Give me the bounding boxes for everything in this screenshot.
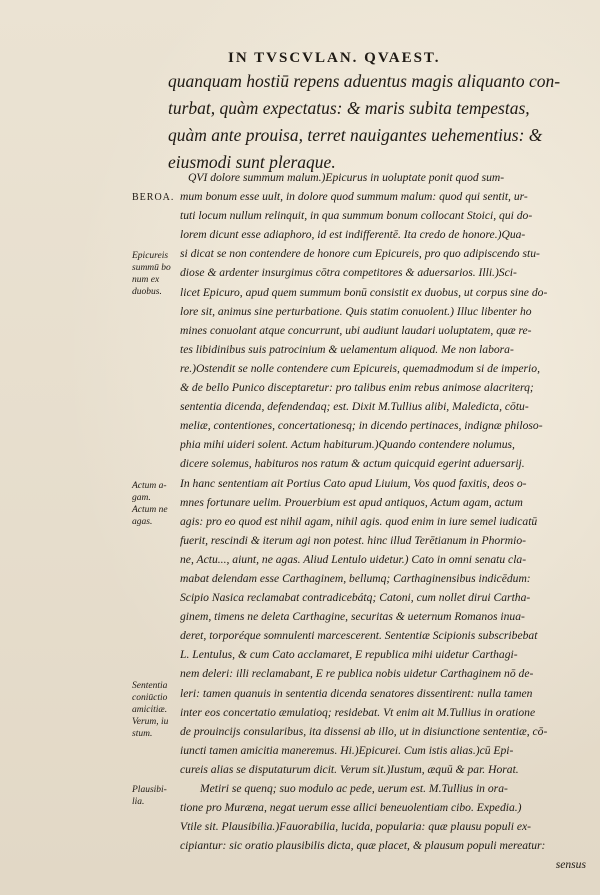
commentary-line: deret, torporéque somnulenti marcescerent. Sententiæ Scipionis subscribebat bbox=[180, 629, 538, 643]
margin-note-line: Verum, iu bbox=[132, 717, 169, 727]
commentary-line: cipiantur: sic oratio plausibilis dicta, quæ placet, & plausum populi mereatur: bbox=[180, 839, 546, 853]
commentary-line: tione pro Muræna, negat uerum esse allici beneuolentiam cibo. Expedia.) bbox=[180, 801, 522, 815]
commentary-line: meliæ, contentiones, concertationesq; in dicendo pertinaces, indignæ philoso- bbox=[180, 419, 543, 433]
margin-note-line: duobus. bbox=[132, 287, 162, 297]
commentary-line: mines conuolant atque concurrunt, ubi audiunt laudari uoluptatem, quæ re- bbox=[180, 323, 532, 337]
commentary-line: Vtile sit. Plausibilia.)Fauorabilia, lucida, popularia: quæ plausu populi ex- bbox=[180, 820, 532, 834]
running-header: IN TVSCVLAN. QVAEST. bbox=[228, 50, 441, 66]
margin-note-line: gam. bbox=[132, 493, 151, 503]
commentary-line: nem deleri: illi reclamabant, E re publica nobis uidetur Carthaginem nō de- bbox=[180, 667, 534, 681]
commentary-line: fuerit, rescindi & iterum agi non potest. hinc illud Terētianum in Phormio- bbox=[180, 533, 526, 547]
commentary-line: mnes fortunare uelim. Prouerbium est apud antiquos, Actum agam, actum bbox=[180, 495, 523, 509]
margin-note-plausibilia bbox=[132, 784, 180, 808]
commentary-line: sententia dicenda, defendendaq; est. Dixit M.Tullius alibi, Maledicta, cōtu- bbox=[180, 400, 529, 414]
margin-note-line: Actum a- bbox=[132, 481, 167, 491]
primary-line: turbat, quàm expectatus: & maris subita tempestas, bbox=[168, 98, 530, 118]
commentary-line: lore sit, animus sine perturbatione. Quis statim conuolent.) Illuc libenter ho bbox=[180, 304, 532, 318]
primary-line: quàm ante prouisa, terret nauigantes uehementius: & bbox=[168, 125, 543, 145]
commentary-line: Metiri se quenq; suo modulo ac pede, uerum est. M.Tullius in ora- bbox=[200, 782, 508, 795]
commentary-line: agis: pro eo quod est nihil agam, nihil agis. quod enim in iure semel iudicatū bbox=[180, 514, 538, 528]
margin-note-sententia bbox=[132, 680, 180, 740]
margin-note-line: Plausibi- bbox=[132, 785, 167, 795]
commentary-line: L. Lentulus, & cum Cato acclamaret, E republica mihi uidetur Carthagi- bbox=[180, 648, 518, 662]
commentary-line: re.)Ostendit se nolle contendere cum Epicureis, quemadmodum si de imperio, bbox=[180, 361, 540, 375]
margin-note-line: Sententia bbox=[132, 681, 168, 691]
primary-line: eiusmodi sunt pleraque. bbox=[168, 152, 336, 172]
commentary-line: ginem, timens ne deleta Carthagine, securitas & ueternum Romanos inua- bbox=[180, 610, 525, 624]
margin-note-line: Actum ne bbox=[132, 505, 168, 515]
margin-note-line: stum. bbox=[132, 729, 153, 739]
commentary-line: leri: tamen quanuis in sententia dicenda senatores dissentirent: nulla tamen bbox=[180, 686, 533, 700]
commentary-block bbox=[180, 168, 586, 874]
primary-text-block bbox=[168, 68, 588, 176]
margin-note-line: agas. bbox=[132, 517, 153, 527]
margin-note-line: BEROA. bbox=[132, 192, 175, 203]
commentary-line: tes libidinibus suis patrocinium & uelamentum aliquod. Me non labora- bbox=[180, 342, 514, 356]
margin-note-actum bbox=[132, 480, 180, 528]
margin-note-line: amicitiæ. bbox=[132, 705, 168, 715]
commentary-line: Scipio Nasica reclamabat contradicebátq; Catoni, cum nollet dirui Cartha- bbox=[180, 591, 531, 605]
commentary-line: phia mihi uideri solent. Actum habiturum.)Quando contendere nolumus, bbox=[180, 438, 515, 452]
commentary-line: si dicat se non contendere de honore cum Epicureis, pro quo adipiscendo stu- bbox=[180, 247, 540, 261]
margin-note-beroa bbox=[132, 192, 180, 204]
commentary-line: tuti locum nullum relinquit, in qua summum bonum collocant Stoici, qui do- bbox=[180, 209, 533, 223]
commentary-line: In hanc sententiam ait Portius Cato apud Liuium, Vos quod faxitis, deos o- bbox=[180, 476, 527, 490]
commentary-line: mabat delendam esse Carthaginem, bellumq; Carthaginensibus indicēdum: bbox=[180, 571, 531, 585]
commentary-line: iuncti tamen amicitia maneremus. Hi.)Epicurei. Cum istis alias.)cū Epi- bbox=[180, 743, 514, 757]
margin-note-line: Epicureis bbox=[132, 251, 169, 261]
margin-note-line: lia. bbox=[132, 797, 145, 807]
margin-note-line: summū bo bbox=[132, 263, 171, 273]
margin-note-line: num ex bbox=[132, 275, 160, 285]
commentary-line: dicere solemus, habituros nos ratum & actum quicquid egerint aduersarij. bbox=[180, 457, 525, 471]
commentary-line: de prouincijs consularibus, ita dissensi ab illo, ut in disiunctione sententiæ, cō- bbox=[180, 724, 548, 738]
catchword: sensus bbox=[555, 858, 586, 872]
commentary-line: licet Epicuro, apud quem summum bonū consistit ex duobus, ut corpus sine do- bbox=[180, 285, 548, 299]
margin-note-epicureis bbox=[132, 250, 180, 298]
margin-note-line: coniūctio bbox=[132, 693, 168, 703]
commentary-line: & de bello Punico disceptaretur: pro talibus enim rebus animose alacriterq; bbox=[180, 381, 534, 395]
commentary-line: lorem dicunt esse adiaphoro, id est indifferentē. Ita credo de honore.)Qua- bbox=[180, 228, 526, 242]
commentary-line: diose & ardenter insurgimus cōtra competitores & aduersarios. Illi.)Sci- bbox=[180, 266, 517, 280]
primary-line: quanquam hostiū repens aduentus magis aliquanto con- bbox=[168, 71, 561, 91]
commentary-line: QVI dolore summum malum.)Epicurus in uoluptate ponit quod sum- bbox=[188, 171, 505, 184]
commentary-line: ne, Actu..., aiunt, ne agas. Aliud Lentulo uidetur.) Cato in omni senatu cla- bbox=[180, 552, 527, 566]
commentary-line: cureis alias se disputaturum dicit. Verum sit.)Iustum, æquū & par. Horat. bbox=[180, 762, 519, 776]
commentary-line: mum bonum esse uult, in dolore quod summum malum: quod qui sentit, ur- bbox=[180, 190, 528, 204]
commentary-line: inter eos concertatio æmulatioq; residebat. Vt enim ait M.Tullius in oratione bbox=[180, 705, 536, 719]
